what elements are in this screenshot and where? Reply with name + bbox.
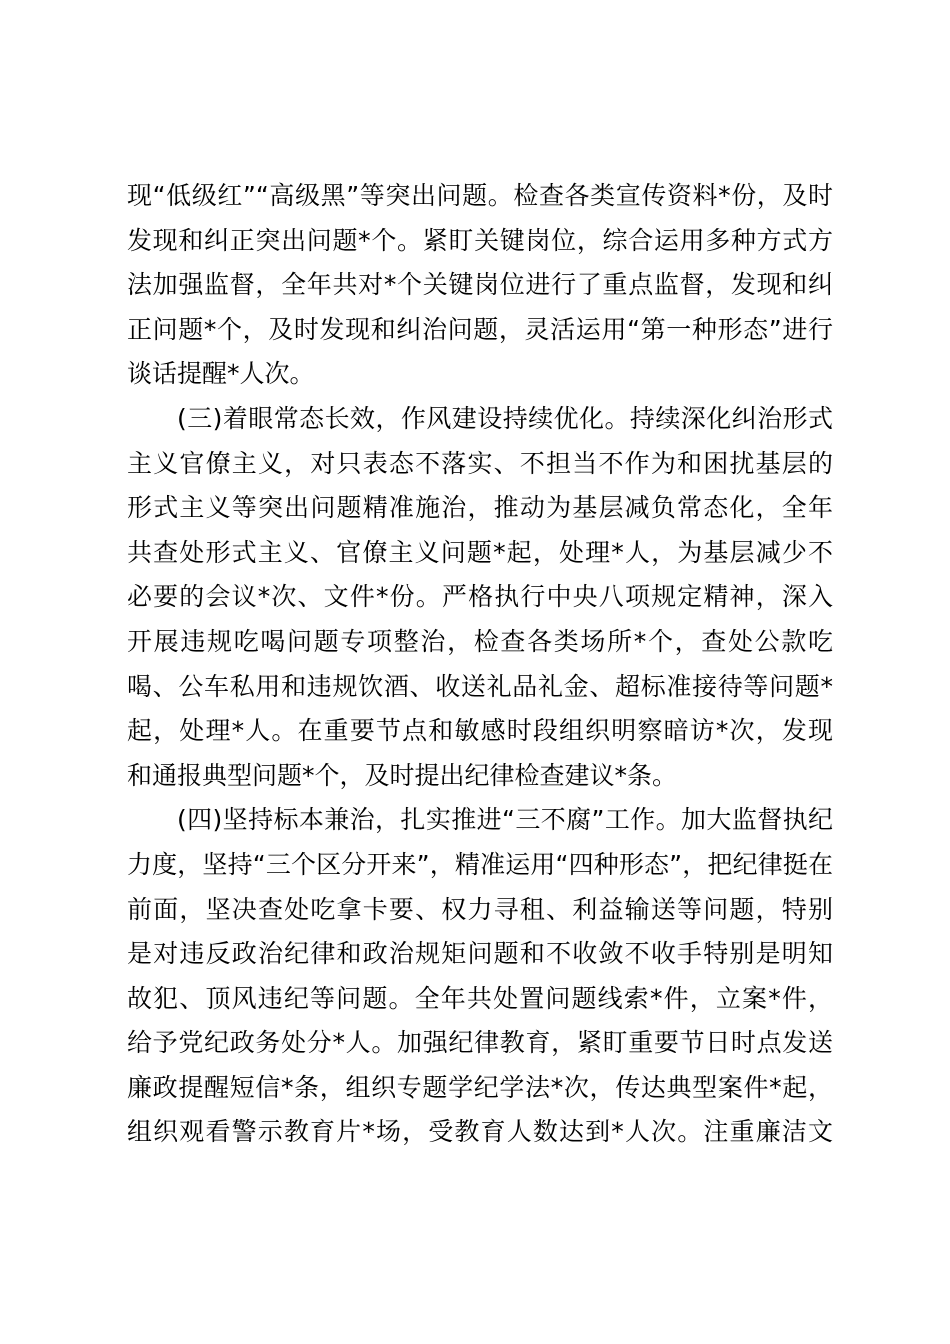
text-line: 喝、公车私用和违规饮酒、收送礼品礼金、超标准接待等问题* <box>127 671 833 701</box>
text-line: 主义官僚主义，对只表态不落实、不担当不作为和困扰基层的 <box>127 448 833 478</box>
text-line: 共查处形式主义、官僚主义问题*起，处理*人，为基层减少不 <box>127 537 833 567</box>
text-line: 形式主义等突出问题精准施治，推动为基层减负常态化，全年 <box>127 493 833 523</box>
text-line: 谈话提醒*人次。 <box>127 359 315 389</box>
text-line: 组织观看警示教育片*场，受教育人数达到*人次。注重廉洁文 <box>127 1117 833 1147</box>
text-line: 起，处理*人。在重要节点和敏感时段组织明察暗访*次，发现 <box>127 716 833 746</box>
text-line: 现“低级红”“高级黑”等突出问题。检查各类宣传资料*份，及时 <box>127 181 833 210</box>
text-line: (四)坚持标本兼治，扎实推进“三不腐”工作。加大监督执纪 <box>177 805 833 835</box>
text-line: 前面，坚决查处吃拿卡要、权力寻租、利益输送等问题，特别 <box>127 894 833 924</box>
text-line: 开展违规吃喝问题专项整治，检查各类场所*个，查处公款吃 <box>127 626 833 656</box>
text-line: 法加强监督，全年共对*个关键岗位进行了重点监督，发现和纠 <box>127 270 833 300</box>
text-line: (三)着眼常态长效，作风建设持续优化。持续深化纠治形式 <box>177 403 833 433</box>
text-line: 故犯、顶风违纪等问题。全年共处置问题线索*件，立案*件， <box>127 983 833 1013</box>
text-line: 是对违反政治纪律和政治规矩问题和不收敛不收手特别是明知 <box>127 939 833 969</box>
text-line: 必要的会议*次、文件*份。严格执行中央八项规定精神，深入 <box>127 582 833 612</box>
paragraph-3 <box>127 798 833 1155</box>
text-line: 廉政提醒短信*条，组织专题学纪学法*次，传达典型案件*起， <box>127 1072 833 1102</box>
body-text <box>127 174 833 1155</box>
text-line: 发现和纠正突出问题*个。紧盯关键岗位，综合运用多种方式方 <box>127 225 833 255</box>
text-line: 给予党纪政务处分*人。加强纪律教育，紧盯重要节日时点发送 <box>127 1028 833 1058</box>
text-line: 和通报典型问题*个，及时提出纪律检查建议*条。 <box>127 760 678 790</box>
paragraph-2 <box>127 397 833 798</box>
text-line: 力度，坚持“三个区分开来”，精准运用“四种形态”，把纪律挺在 <box>127 849 833 879</box>
paragraph-1 <box>127 174 833 397</box>
text-line: 正问题*个，及时发现和纠治问题，灵活运用“第一种形态”进行 <box>127 314 833 344</box>
